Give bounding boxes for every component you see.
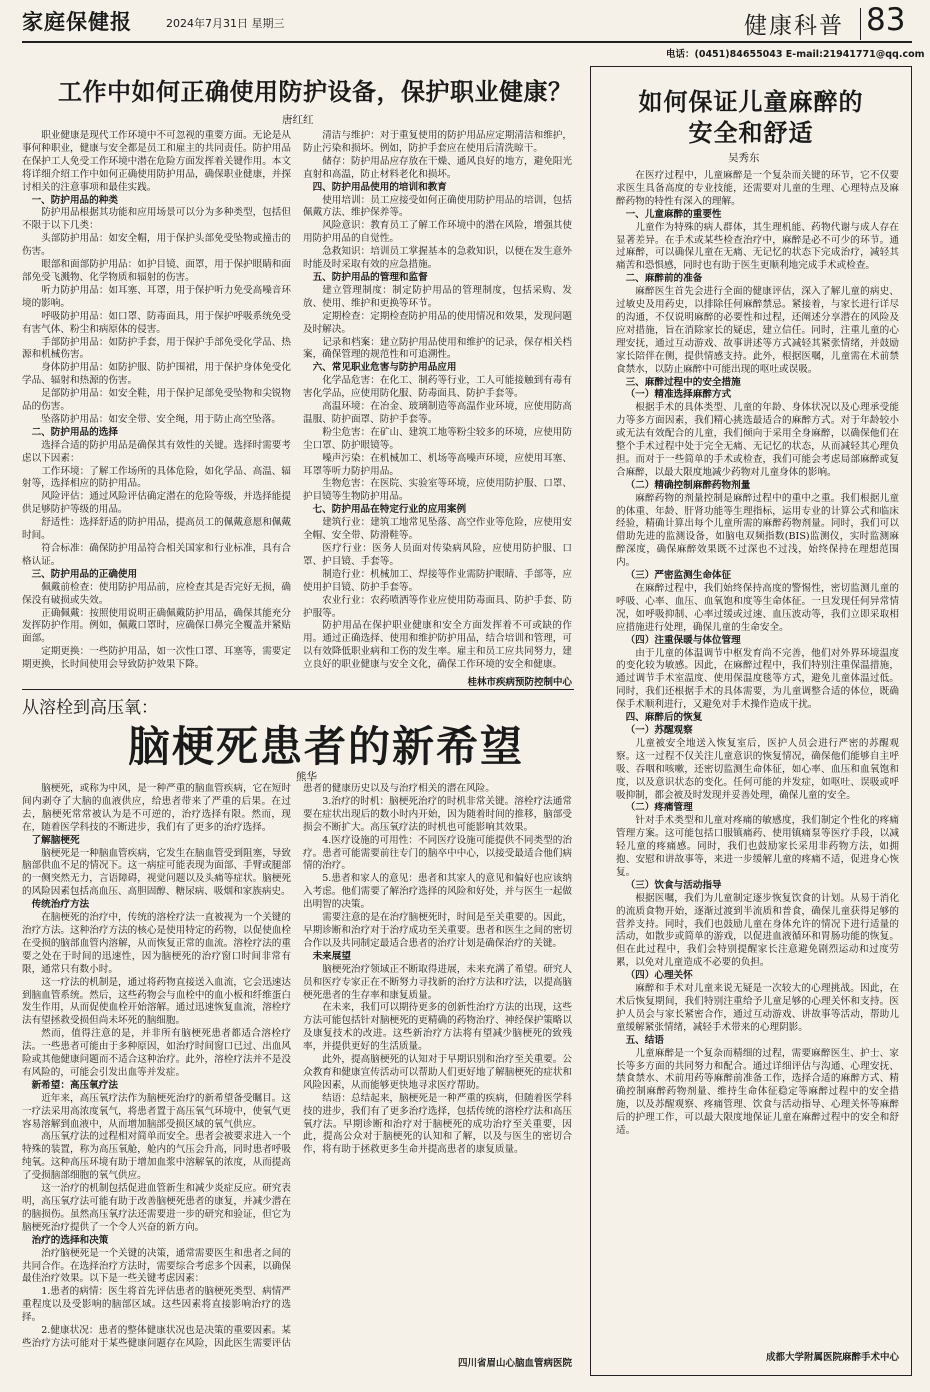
- paragraph: 选择合适的防护用品是确保其有效性的关键。选择时需要考虑以下因素：: [22, 439, 291, 464]
- newspaper-name: 家庭保健报: [22, 10, 132, 34]
- title-line-2: 安全和舒适: [688, 118, 814, 147]
- paragraph: 高温环境：在冶金、玻璃制造等高温作业环境，应使用防高温服、防护面罩、防护手套等。: [303, 401, 572, 425]
- paragraph: 头部防护用品：如安全帽，用于保护头部免受坠物或撞击的伤害。: [22, 233, 291, 258]
- paragraph: 手部防护用品：如防护手套，用于保护手部免受化学品、热源和机械伤害。: [22, 336, 291, 361]
- paragraph: 在脑梗死的治疗中，传统的溶栓疗法一直被视为一个关键的治疗方法。这种治疗方法的核心是使用特定的药物，以促使血栓在受损的脑部血管内溶解，从而恢复正常的血流。溶栓疗法的重要之处在于时间的迅速性，因为脑梗死的治疗窗口时间非常有限，通常只有数小时。: [22, 912, 291, 975]
- paragraph: 麻醉和手术对儿童来说无疑是一次较大的心理挑战。因此，在术后恢复期间，我们特别注重给予儿童足够的心理关怀和支持。医护人员会与家长紧密合作，通过互动游戏、讲故事等活动，帮助儿童缓解紧张情绪，减轻手术带来的心理阴影。: [616, 983, 899, 1033]
- section-heading: 治疗的选择和决策: [31, 1234, 109, 1246]
- issue-date: 2024年7月31日 星期三: [166, 17, 285, 30]
- section-heading: 二、麻醉前的准备: [625, 273, 703, 285]
- section-heading: 一、防护用品的种类: [31, 194, 118, 206]
- paragraph: 储存：防护用品应存放在干燥、通风良好的地方，避免阳光直射和高温，防止材料老化和损坏。: [303, 155, 572, 180]
- section-heading: 新希望：高压氧疗法: [31, 1079, 118, 1091]
- paragraph: 需要注意的是在治疗脑梗死时，时间是至关重要的。因此，早期诊断和治疗对于治疗成功至关重要。患者和医生之间的密切合作以及共同制定最适合患者的治疗计划是确保治疗的关键。: [303, 912, 572, 949]
- paragraph: 农业行业：农药喷洒等作业应使用防毒面具、防护手套、防护服等。: [303, 594, 572, 619]
- paragraph: 麻醉药物的剂量控制是麻醉过程中的重中之重。我们根据儿童的体重、年龄、肝肾功能等生理指标，运用专业的计算公式和临床经验，精确计算出每个儿童所需的麻醉药物剂量。同时，我们可以借助先进的监测设备，如脑电双频指数(BIS)监测仪，实时监测麻醉深度，确保麻醉效果既不过深也不过浅，始终保持在理想范围内。: [616, 492, 899, 569]
- paragraph: 坠落防护用品：如安全带、安全绳，用于防止高空坠落。: [41, 413, 282, 425]
- page-number: 83: [866, 2, 906, 38]
- article-author: 熊华: [296, 771, 317, 783]
- header-divider: [860, 8, 861, 40]
- paragraph: 儿童被安全地送入恢复室后，医护人员会进行严密的苏醒观察。这一过程不仅关注儿童意识的恢复情况，确保他们能够自主呼吸、吞咽和咳嗽，还密切监测生命体征，如心率、血压和血氧饱和度，以及意识状态的变化。任何可能的并发症，如呕吐、误吸或呼吸抑制，都会被及时发现并妥善处理，确保儿童的安全。: [616, 737, 899, 801]
- section-heading: （四）心理关怀: [625, 970, 693, 982]
- paragraph: 噪声污染：在机械加工、机场等高噪声环境，应使用耳塞、耳罩等听力防护用品。: [303, 452, 572, 477]
- paragraph: 这一治疗的机制包括促进血管新生和减少炎症反应。研究表明，高压氧疗法可能有助于改善脑梗死患者的康复，并减少潜在的脑损伤。虽然高压氧疗法还需要进一步的研究和验证，但它为脑梗死治疗提供了一个令人兴奋的新方向。: [22, 1183, 291, 1233]
- paragraph: 定期更换：一些防护用品，如一次性口罩、耳塞等，需要定期更换，长时间使用会导致防护效果下降。: [22, 646, 291, 671]
- section-heading: 七、防护用品在特定行业的应用案例: [312, 504, 467, 516]
- article-pretitle: 从溶栓到高压氧：: [22, 698, 158, 718]
- paragraph: 脑梗死是一种脑血管疾病，它发生在脑血管受到阻塞，导致脑部供血不足的情况下。这一病症可能表现为面部、手臂或腿部的一侧突然无力，言语障碍，视觉问题以及头痛等症状。脑梗死的风险因素包括高血压、高胆固醇、糖尿病、吸烟和家族病史。: [22, 847, 291, 898]
- paragraph: 舒适性：选择舒适的防护用品，提高员工的佩戴意愿和佩戴时间。: [22, 517, 291, 542]
- paragraph: 符合标准：确保防护用品符合相关国家和行业标准，具有合格认证。: [22, 543, 291, 567]
- paragraph: 防护用品根据其功能和应用场景可以分为多种类型，包括但不限于以下几类：: [22, 207, 291, 232]
- paragraph: 足部防护用品：如安全鞋，用于保护足部免受坠物和尖锐物品的伤害。: [22, 388, 291, 413]
- section-heading: 四、防护用品使用的培训和教育: [312, 181, 447, 193]
- paragraph: 脑梗死，或称为中风，是一种严重的脑血管疾病，它在短时间内剥夺了大脑的血液供应，给患者带来了严重的后果。在过去，脑梗死常常被认为是不可逆的，治疗选择有限。然而，现在，随着医学科技的不断进步，我们有了更多的治疗选择。: [22, 783, 291, 833]
- section-heading: （二）疼痛管理: [625, 802, 693, 814]
- article-author: 吴秀东: [728, 152, 760, 164]
- article-author: 唐红红: [282, 114, 314, 126]
- paragraph: 身体防护用品：如防护服、防护围裙，用于保护身体免受化学品、辐射和热源的伤害。: [22, 362, 291, 387]
- article-source: 四川省眉山心脑血管病医院: [457, 1358, 572, 1369]
- article-title: 脑梗死患者的新希望: [128, 722, 525, 771]
- article-body: [22, 783, 572, 1356]
- paragraph: 结语：总结起来，脑梗死是一种严重的疾病，但随着医学科技的进步，我们有了更多治疗选择，包括传统的溶栓疗法和高压氧疗法。早期诊断和治疗对于脑梗死的成功治疗至关重要，因此，提高公众对于脑梗死的认知和了解，以及与医生的密切合作，将有助于拯救更多生命并提高患者的康复质量。: [303, 1092, 572, 1156]
- paragraph: 防护用品在保护职业健康和安全方面发挥着不可或缺的作用。通过正确选择、使用和维护防护用品，结合培训和管理，可以有效降低职业病和工伤的发生率。雇主和员工应共同努力，建立良好的职业健康与安全文化，确保工作环境的安全和健康。: [303, 620, 572, 671]
- paragraph: 麻醉医生首先会进行全面的健康评估，深入了解儿童的病史、过敏史及用药史，以排除任何麻醉禁忌。紧接着，与家长进行详尽的沟通，不仅说明麻醉的必要性和过程，还阐述分享潜在的风险及应对措施，旨在消除家长的疑虑，建立信任。同时，注重儿童的心理安抚，通过互动游戏、故事讲述等方式减轻其紧张情绪，并鼓励家长陪伴在侧，提供情感支持。此外，根据医嘱，儿童需在术前禁食禁水，以防止麻醉中可能出现的呕吐或误吸。: [616, 286, 899, 375]
- paragraph: 听力防护用品：如耳塞、耳罩，用于保护听力免受高噪音环境的影响。: [22, 284, 291, 309]
- section-name: 健康科普: [744, 13, 844, 39]
- paragraph: 这一疗法的机制是，通过将药物直接送入血流，它会迅速达到脑血管系统。然后，这些药物会与血栓中的血小板和纤维蛋白发生作用，从而促使血栓开始溶解。通过迅速恢复血流，溶栓疗法有望拯救受损但尚未坏死的脑细胞。: [22, 976, 291, 1027]
- article-title: [590, 86, 912, 148]
- section-heading: （三）饮食与活动指导: [625, 879, 722, 891]
- paragraph: 工作环境：了解工作场所的具体危险，如化学品、高温、辐射等，选择相应的防护用品。: [22, 465, 291, 490]
- paragraph: 3.治疗的时机：脑梗死治疗的时机非常关键。溶栓疗法通常要在症状出现后的数小时内开始，因为随着时间的推移，脑部受损会不断扩大。高压氧疗法的时机也可能影响其效果。: [303, 795, 572, 833]
- paragraph: 建筑行业：建筑工地常见坠落、高空作业等危险，应使用安全帽、安全带、防滑鞋等。: [303, 517, 572, 542]
- paragraph: 记录和档案：建立防护用品使用和维护的记录，保存相关档案，确保管理的规范性和可追溯性。: [303, 336, 572, 361]
- paragraph: 2.健康状况：患者的整体健康状况也是决策的重要因素。某些治疗方法可能对于某些健康问题存在风险，因此医生需要评估患者的健康历史以及与治疗相关的潜在风险。: [22, 783, 495, 1349]
- section-heading: 六、常见职业危害与防护用品应用: [312, 362, 457, 374]
- paragraph: 制造行业：机械加工、焊接等作业需防护眼睛、手部等，应使用护目镜、防护手套等。: [303, 568, 572, 593]
- paragraph: 治疗脑梗死是一个关键的决策，通常需要医生和患者之间的共同合作。在选择治疗方法时，需要综合考虑多个因素，以确保最佳治疗效果。以下是一些关键考虑因素：: [22, 1247, 291, 1285]
- section-heading: 三、麻醉过程中的安全措施: [625, 376, 741, 388]
- article-body: [22, 130, 572, 675]
- contact-info: 电话：(0451)84655043 E-mail:21941771@qq.com: [666, 49, 925, 60]
- section-heading: 三、防护用品的正确使用: [31, 568, 138, 580]
- paragraph: 根据医嘱，我们为儿童制定逐步恢复饮食的计划。从易于消化的流质食物开始，逐渐过渡到半流质和普食，确保儿童获得足够的营养支持。同时，我们也鼓励儿童在身体允许的情况下进行适量的活动，如散步或简单的游戏，以促进血液循环和胃肠功能的恢复。但在此过程中，我们会特别提醒家长注意避免剧烈运动和过度劳累，以免对儿童造成不必要的负担。: [616, 892, 899, 969]
- section-heading: （一）苏醒观察: [625, 724, 693, 736]
- paragraph: 高压氧疗法的过程相对简单而安全。患者会被要求进入一个特殊的装置，称为高压氧舱，舱内的气压会升高，同时患者呼吸纯氧。这种高压环境有助于增加血浆中溶解氧的浓度，从而提高了受损脑部细胞的氧气供应。: [22, 1131, 291, 1182]
- paragraph: 佩戴前检查：使用防护用品前，应检查其是否完好无损，确保没有破损或失效。: [22, 581, 291, 606]
- paragraph: 近年来，高压氧疗法作为脑梗死治疗的新希望备受瞩目。这一疗法采用高浓度氧气，将患者置于高压氧气环境中，使氧气更容易溶解到血液中，从而增加脑部受损区域的氧气供应。: [22, 1092, 291, 1130]
- title-line-1: 如何保证儿童麻醉的: [638, 87, 864, 116]
- paragraph: 粉尘危害：在矿山、建筑工地等粉尘较多的环境，应使用防尘口罩、防护眼镜等。: [303, 426, 572, 451]
- section-heading: 了解脑梗死: [31, 834, 80, 846]
- section-heading: 二、防护用品的选择: [31, 426, 118, 438]
- paragraph: 脑梗死治疗领域正不断取得进展，未来充满了希望。研究人员和医疗专家正在不断努力寻找新的治疗方法和疗法，以提高脑梗死患者的生存率和康复质量。: [303, 963, 572, 1001]
- section-heading: 五、结语: [625, 1034, 664, 1046]
- paragraph: 风险意识：教育员工了解工作环境中的潜在风险，增强其使用防护用品的自觉性。: [303, 220, 572, 245]
- paragraph: 然而，值得注意的是，并非所有脑梗死患者都适合溶栓疗法。一些患者可能由于多种原因，如治疗时间窗口已过、出血风险或其他健康问题而不适合这种治疗。此外，溶栓疗法并不是没有风险的，可能会引发出血等并发症。: [22, 1028, 291, 1078]
- paragraph: 使用培训：员工应接受如何正确使用防护用品的培训，包括佩戴方法、维护保养等。: [303, 194, 572, 219]
- paragraph: 职业健康是现代工作环境中不可忽视的重要方面。无论是从事何种职业，健康与安全都是员工和雇主的共同责任。防护用品在保护工人免受工作环境中潜在危险方面发挥着关键作用。本文将详细介绍工作中如何正确使用防护用品，确保职业健康，并探讨相关的注意事项和最佳实践。: [22, 130, 291, 193]
- section-heading: 传统治疗方法: [31, 899, 90, 911]
- paragraph: 眼部和面部防护用品：如护目镜、面罩，用于保护眼睛和面部免受飞溅物、化学物质和辐射的伤害。: [22, 259, 291, 283]
- paragraph: 在未来，我们可以期待更多的创新性治疗方法的出现，这些方法可能包括针对脑梗死的更精确的药物治疗、神经保护策略以及康复技术的改进。这些新治疗方法将有望减少脑梗死的致残率，并提供更好的生活质量。: [303, 1002, 572, 1053]
- paragraph: 由于儿童的体温调节中枢发育尚不完善，他们对外界环境温度的变化较为敏感。因此，在麻醉过程中，我们特别注重保温措施，通过调节手术室温度、使用保温度毯等方式，避免儿童体温过低。同时，我们还根据手术的具体需要，为儿童调整合适的体位，既确保手术顺利进行，又避免对手术操作造成干扰。: [616, 647, 899, 711]
- paragraph: 正确佩戴：按照使用说明正确佩戴防护用品，确保其能充分发挥防护作用。例如，佩戴口罩时，应确保口鼻完全覆盖并紧贴面部。: [22, 607, 291, 645]
- paragraph: 急救知识：培训员工掌握基本的急救知识，以便在发生意外时能及时采取有效的应急措施。: [303, 246, 572, 271]
- section-heading: 五、防护用品的管理和监督: [312, 271, 428, 283]
- paragraph: 在麻醉过程中，我们始终保持高度的警惕性，密切监测儿童的呼吸、心率、血压、血氧饱和度等生命体征。一旦发现任何异常情况，如呼吸抑制、心率过缓或过速、血压波动等，我们立即采取相应措施进行处理，确保儿童的生命安全。: [616, 583, 899, 633]
- paragraph: 在医疗过程中，儿童麻醉是一个复杂而关键的环节，它不仅要求医生具备高度的专业技能，还需要对儿童的生理、心理特点及麻醉药物的特性有深入的理解。: [616, 170, 899, 207]
- paragraph: 4.医疗设施的可用性：不同医疗设施可能提供不同类型的治疗。患者可能需要前往专门的脑卒中中心，以接受最适合他们病情的治疗。: [303, 834, 572, 872]
- paragraph: 针对手术类型和儿童对疼痛的敏感度，我们制定个性化的疼痛管理方案。这可能包括口服镇痛药、使用镇痛泵等医疗手段，以减轻儿童的疼痛感。同时，我们也鼓励家长采用非药物方法，如拥抱、安慰和讲故事等，来进一步缓解儿童的疼痛不适，促进身心恢复。: [616, 815, 899, 878]
- paragraph: 1.患者的病情：医生将首先评估患者的脑梗死类型、病情严重程度以及受影响的脑部区域。这些因素将直接影响治疗的选择。: [22, 1286, 291, 1324]
- paragraph: 建立管理制度：制定防护用品的管理制度，包括采购、发放、使用、维护和更换等环节。: [303, 284, 572, 309]
- section-heading: （二）精确控制麻醉药物剂量: [625, 479, 751, 491]
- paragraph: 定期检查：定期检查防护用品的使用情况和效果，发现问题及时解决。: [303, 310, 572, 335]
- paragraph: 5.患者和家人的意见：患者和其家人的意见和偏好也应该纳入考虑。他们需要了解治疗选择的风险和好处，并与医生一起做出明智的决策。: [303, 873, 572, 911]
- paragraph: 儿童麻醉是一个复杂而精细的过程，需要麻醉医生、护士、家长等多方面的共同努力和配合。通过详细评估与沟通、心理安抚、禁食禁水、术前用药等麻醉前准备工作，选择合适的麻醉方式、精确控制麻醉药物剂量、维持生命体征稳定等麻醉过程中的安全措施，以及苏醒观察、疼痛管理、饮食与活动指导、心理关怀等麻醉后的护理工作，可以最大限度地保证儿童在麻醉过程中的安全和舒适。: [616, 1047, 899, 1137]
- paragraph: 呼吸防护用品：如口罩、防毒面具，用于保护呼吸系统免受有害气体、粉尘和病原体的侵害。: [22, 310, 291, 335]
- section-heading: （三）严密监测生命体征: [625, 570, 732, 582]
- section-heading: （一）精准选择麻醉方式: [625, 389, 732, 401]
- paragraph: 化学品危害：在化工、制药等行业，工人可能接触到有毒有害化学品，应使用防化服、防毒面具、防护手套等。: [303, 375, 572, 400]
- header-rule: [22, 41, 912, 43]
- section-heading: 四、麻醉后的恢复: [625, 712, 703, 724]
- section-heading: （四）注重保暖与体位管理: [625, 634, 741, 646]
- section-heading: 一、儿童麻醉的重要性: [625, 208, 722, 220]
- article-divider: [22, 689, 574, 690]
- paragraph: 清洁与维护：对于重复使用的防护用品应定期清洁和维护，防止污染和损坏。例如，防护手套应在使用后清洗晾干。: [303, 130, 572, 154]
- paragraph: 根据手术的具体类型、儿童的年龄、身体状况以及心理承受能力等多方面因素，我们精心挑选最适合的麻醉方式。对于年龄较小或无法有效配合的儿童，我们倾向于采用全身麻醉，以确保他们在整个手术过程中处于完全无痛、无记忆的状态，从而减轻其心理负担。而对于一些简单的手术或检查，我们可能会考虑局部麻醉或复合麻醉，以最大限度地减少药物对儿童身体的影响。: [616, 402, 899, 478]
- paragraph: 风险评估：通过风险评估确定潜在的危险等级，并选择能提供足够防护等级的用品。: [22, 491, 291, 516]
- section-heading: 未来展望: [312, 950, 351, 962]
- article-source: 桂林市疾病预防控制中心: [467, 677, 572, 688]
- article-title: 工作中如何正确使用防护设备，保护职业健康？: [58, 77, 573, 106]
- paragraph: 生物危害：在医院、实验室等环境，应使用防护服、口罩、护目镜等生物防护用品。: [303, 478, 572, 503]
- article-source: 成都大学附属医院麻醉手术中心: [765, 1352, 899, 1363]
- paragraph: 医疗行业：医务人员面对传染病风险，应使用防护服、口罩、护目镜、手套等。: [303, 543, 572, 567]
- paragraph: 此外，提高脑梗死的认知对于早期识别和治疗至关重要。公众教育和健康宣传活动可以帮助人们更好地了解脑梗死的症状和风险因素，从而能够更快地寻求医疗帮助。: [303, 1054, 572, 1091]
- paragraph: 儿童作为特殊的病人群体，其生理机能、药物代谢与成人存在显著差异。在手术或某些检查治疗中，麻醉是必不可少的环节。通过麻醉，可以确保儿童在无痛、无记忆的状态下完成治疗，减轻其痛苦和恐惧感，同时也有助于医生更顺利地完成手术或检查。: [616, 221, 899, 272]
- article-body: [616, 170, 899, 1347]
